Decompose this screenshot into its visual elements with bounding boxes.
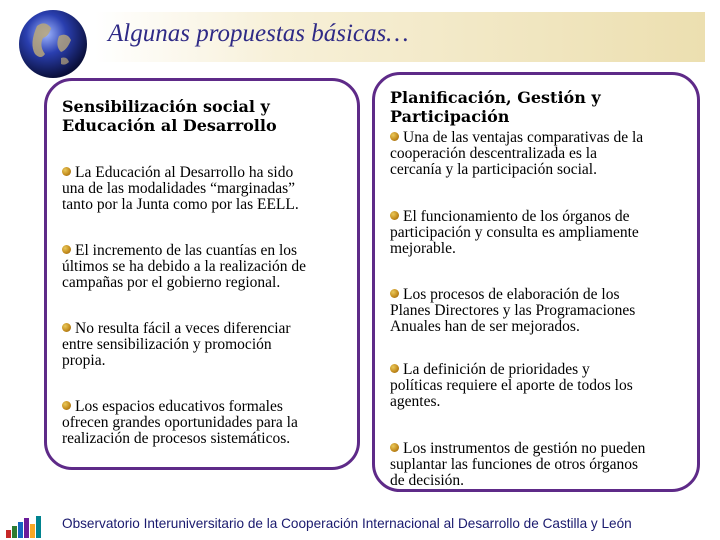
globe-icon — [15, 6, 91, 82]
left-panel-heading: Sensibilización social y Educación al Desarrollo — [62, 97, 277, 135]
left-item-3: No resulta fácil a veces diferenciar entre sensibilización y promoción propia. — [62, 320, 291, 369]
right-item-3: Los procesos de elaboración de los Planes Directores y las Programaciones Anuales han de ser mejorados. — [390, 286, 636, 335]
bullet-icon — [390, 289, 399, 298]
left-item-2: El incremento de las cuantías en los últimos se ha debido a la realización de campañas por el gobierno regional. — [62, 242, 307, 291]
right-item-5: Los instrumentos de gestión no pueden suplantar las funciones de otros órganos de decisión. — [390, 440, 646, 489]
right-panel-heading: Planificación, Gestión y Participación — [390, 88, 601, 126]
left-item-4: Los espacios educativos formales ofrecen grandes oportunidades para la realización de procesos sistemáticos. — [62, 398, 298, 447]
page-title: Algunas propuestas básicas… — [108, 20, 409, 47]
left-item-1: La Educación al Desarrollo ha sido una de las modalidades “marginadas” tanto por la Junta como por las EELL. — [62, 164, 299, 213]
bullet-icon — [390, 443, 399, 452]
footer-text: Observatorio Interuniversitario de la Cooperación Internacional al Desarrollo de Castilla y León — [62, 516, 632, 531]
bullet-icon — [390, 364, 399, 373]
logo-bars-icon — [4, 514, 44, 538]
bullet-icon — [390, 211, 399, 220]
bullet-icon — [62, 401, 71, 410]
right-item-1: Una de las ventajas comparativas de la cooperación descentralizada es la cercanía y la participación social. — [390, 129, 644, 178]
bullet-icon — [62, 245, 71, 254]
right-item-2: El funcionamiento de los órganos de participación y consulta es ampliamente mejorable. — [390, 208, 639, 257]
bullet-icon — [62, 323, 71, 332]
right-item-4: La definición de prioridades y políticas requiere el aporte de todos los agentes. — [390, 361, 633, 410]
bullet-icon — [62, 167, 71, 176]
bullet-icon — [390, 132, 399, 141]
